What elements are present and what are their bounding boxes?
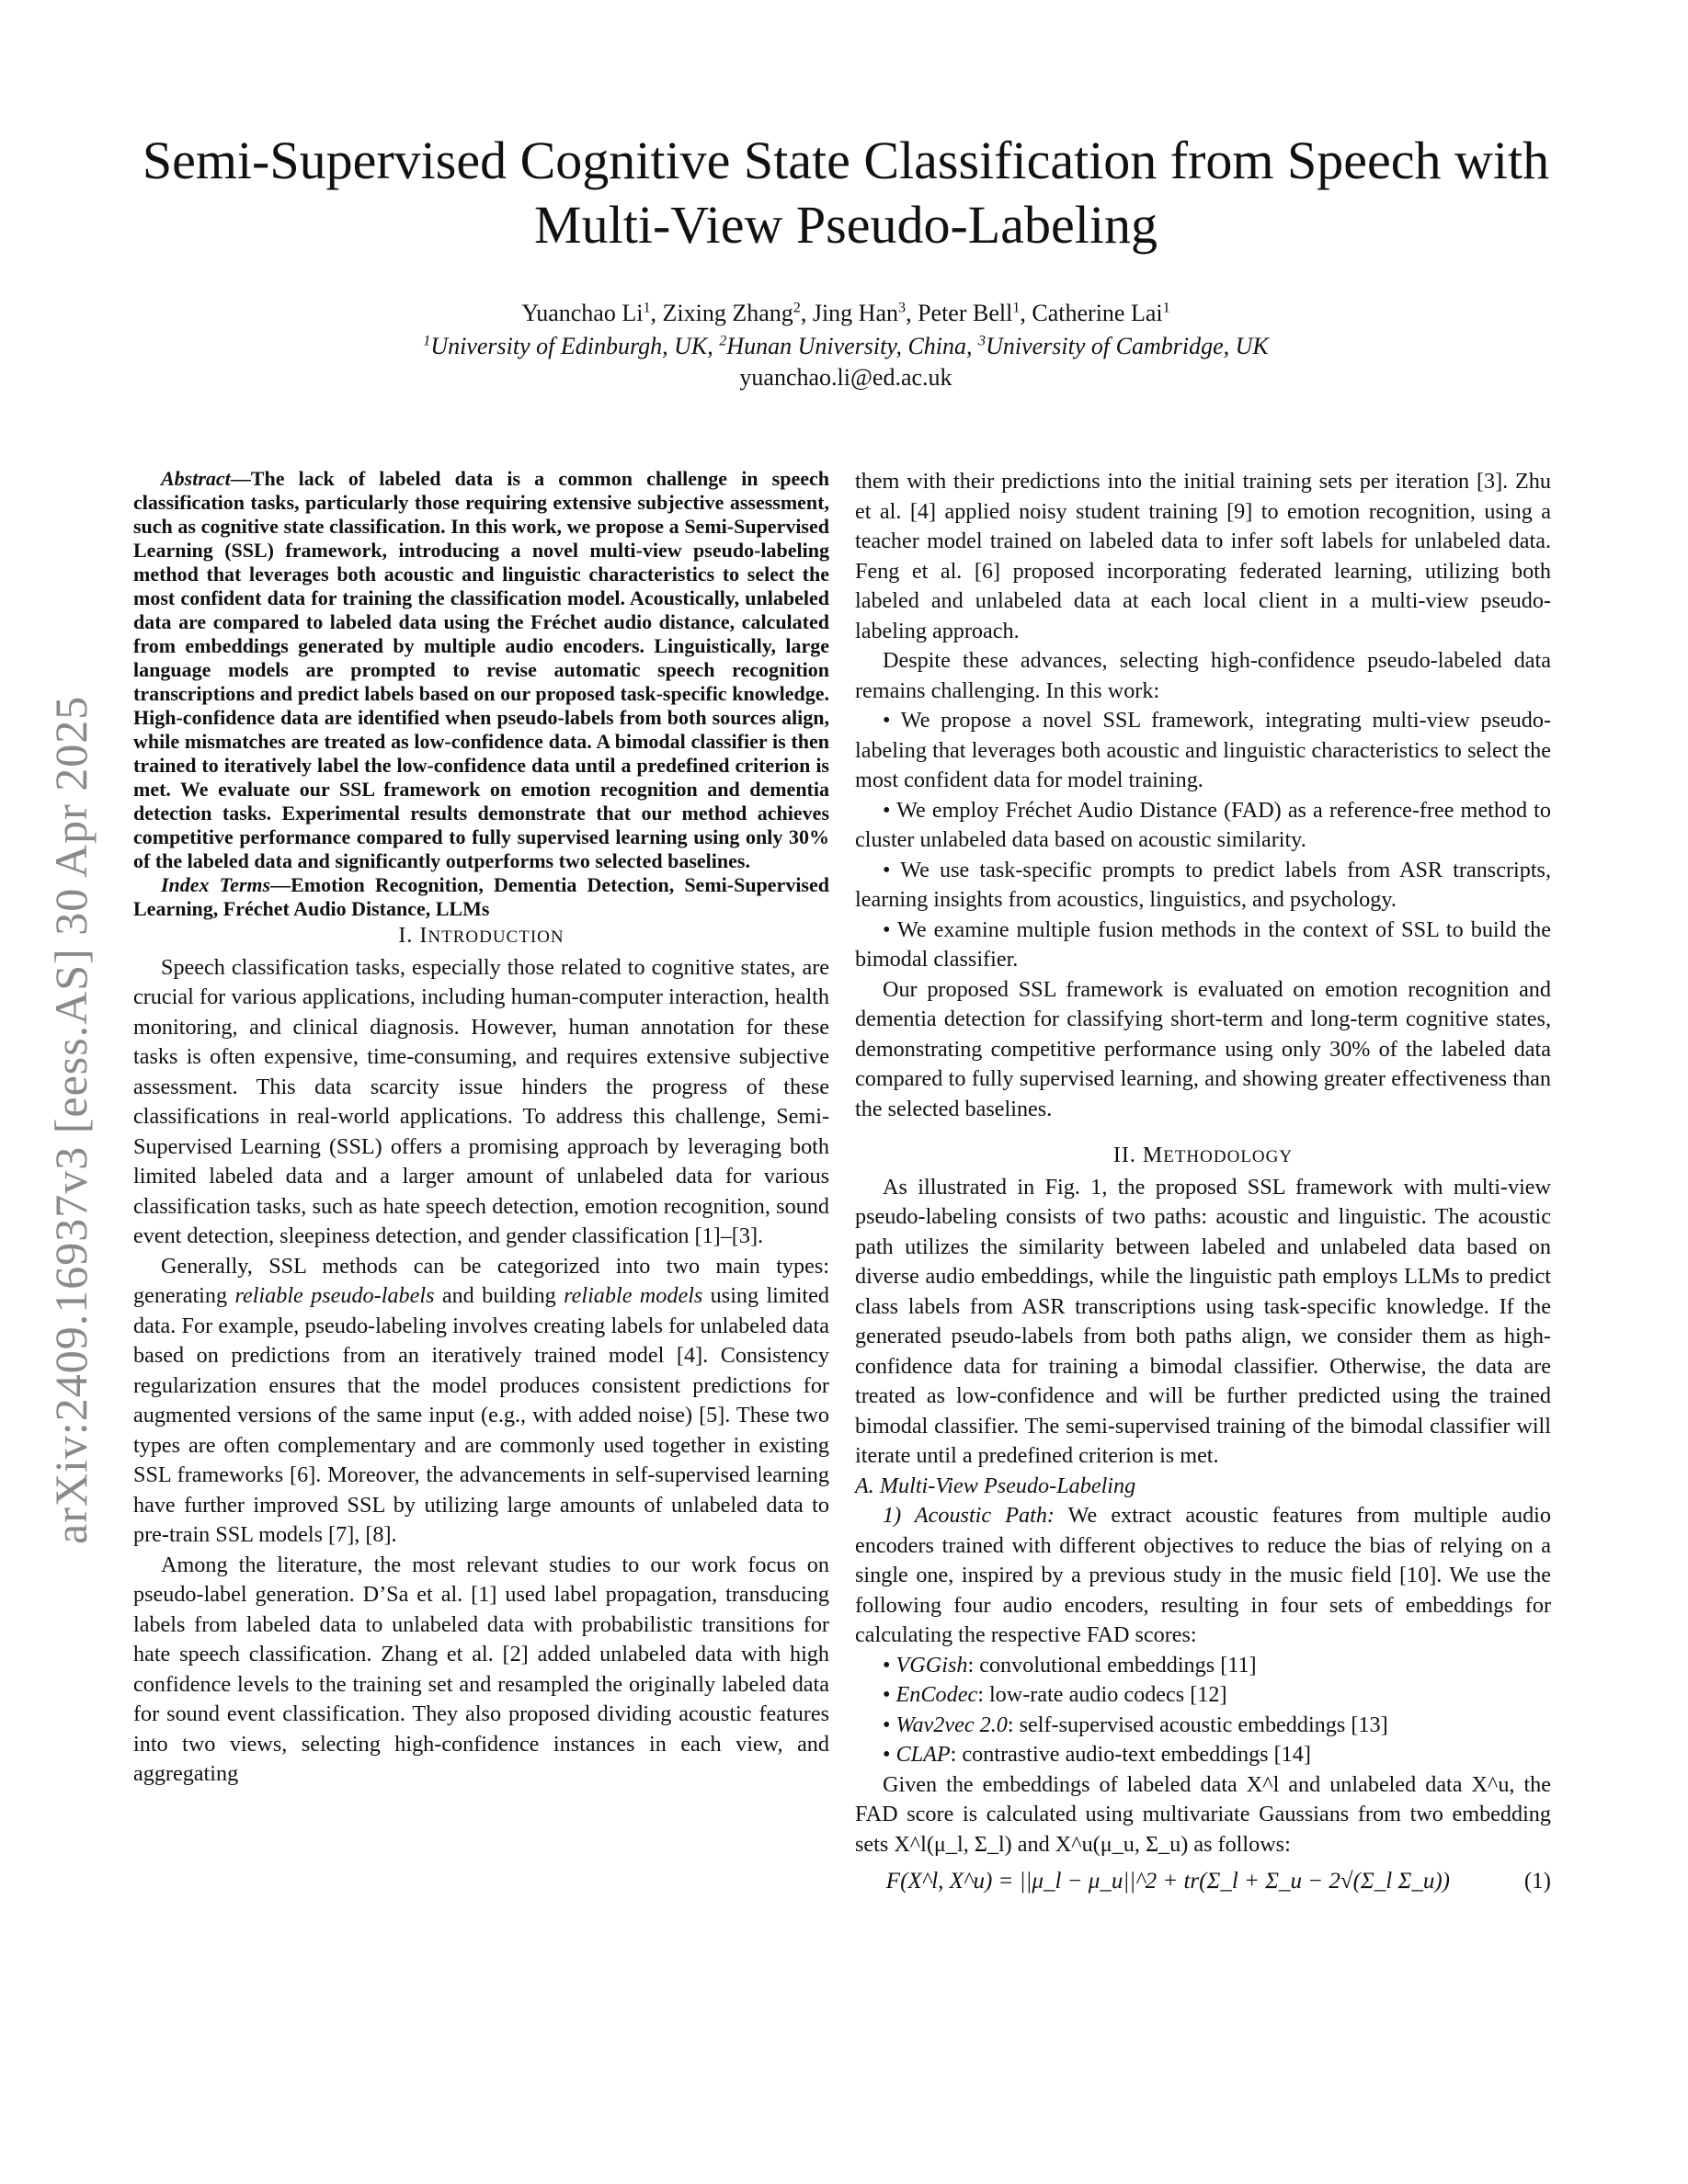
paragraph: Generally, SSL methods can be categorized into two main types: generating reliable pseudo-labels and building reliable models using limited data. For example, pseudo-labeling involves creating labels for unlabeled data based on predictions from an iteratively trained model [4]. Consistency regularization ensures that the model produces consistent predictions for augmented versions of the same input (e.g., with added noise) [5]. These two types are often complementary and are commonly used together in existing SSL frameworks [6]. Moreover, the advancements in self-supervised learning have further improved SSL by utilizing large amounts of unlabeled data to pre-train SSL models [7], [8]. (133, 1253, 829, 1547)
contribution-item: • We employ Fréchet Audio Distance (FAD) as a reference-free method to cluster unlabeled data based on acoustic similarity. (855, 797, 1551, 852)
equation-1 (855, 1867, 1551, 1897)
index-terms: Index Terms—Emotion Recognition, Dementia Detection, Semi-Supervised Learning, Fréchet Audio Distance, LLMs (133, 873, 829, 920)
left-column (133, 467, 829, 1790)
paragraph: As illustrated in Fig. 1, the proposed SSL framework with multi-view pseudo-labeling consists of two paths: acoustic and linguistic. The acoustic path utilizes the similarity between labeled and unlabeled data based on diverse audio embeddings, while the linguistic path employs LLMs to predict class labels from ASR transcriptions using task-specific knowledge. If the generated pseudo-labels from both paths align, we consider them as high-confidence data for training a bimodal classifier. Otherwise, the data are treated as low-confidence and will be further predicted using the trained bimodal classifier. The semi-supervised training of the bimodal classifier will iterate until a predefined criterion is met. (855, 1174, 1551, 1468)
fad-equation: F(X^l, X^u) = ||μ_l − μ_u||^2 + tr(Σ_l + Σ_u − 2√(Σ_l Σ_u)) (885, 1869, 1450, 1894)
paragraph: Given the embeddings of labeled data X^l and unlabeled data X^u, the FAD score is calculated using multivariate Gaussians from two embedding sets X^l(μ_l, Σ_l) and X^u(μ_u, Σ_u) as follows: (855, 1771, 1551, 1857)
subsection-heading: A. Multi-View Pseudo-Labeling (855, 1473, 1136, 1498)
paragraph: 1) Acoustic Path: We extract acoustic features from multiple audio encoders trained with different objectives to reduce the bias of relying on a single one, inspired by a previous study in the music field [10]. We use the following four audio encoders, resulting in four sets of embeddings for calculating the respective FAD scores: (855, 1503, 1551, 1647)
encoder-item: • Wav2vec 2.0: self-supervised acoustic embeddings [13] (883, 1712, 1388, 1737)
encoder-item: • EnCodec: low-rate audio codecs [12] (883, 1682, 1227, 1707)
author: Jing Han (812, 300, 898, 326)
author: Yuanchao Li (521, 300, 644, 326)
author: Peter Bell (918, 300, 1013, 326)
paragraph: Among the literature, the most relevant studies to our work focus on pseudo-label generation. D’Sa et al. [1] used label propagation, transducing labels from labeled data to unlabeled data with probabilistic transitions for hate speech classification. Zhang et al. [2] added unlabeled data with high confidence levels to the training set and resampled the originally labeled data for sound event classification. They also proposed dividing acoustic features into two views, selecting high-confidence instances in each view, and aggregating (133, 1552, 829, 1786)
section-heading-methodology: II. METHODOLOGY (1112, 1143, 1294, 1167)
contact-email: yuanchao.li@ed.ac.uk (739, 364, 952, 391)
paragraph: Despite these advances, selecting high-confidence pseudo-labeled data remains challenging. In this work: (855, 648, 1551, 703)
paragraph: Speech classification tasks, especially those related to cognitive states, are crucial for various applications, including human-computer interaction, health monitoring, and clinical diagnosis. However, human annotation for these tasks is often expensive, time-consuming, and requires extensive subjective assessment. This data scarcity issue hinders the progress of these classifications in real-world applications. To address this challenge, Semi-Supervised Learning (SSL) offers a promising approach by leveraging both limited labeled data and a larger amount of unlabeled data for various classification tasks, such as hate speech detection, emotion recognition, sound event detection, sleepiness detection, and gender classification [1]–[3]. (133, 954, 829, 1248)
encoder-item: • CLAP: contrastive audio-text embeddings [14] (883, 1742, 1311, 1767)
paragraph: them with their predictions into the initial training sets per iteration [3]. Zhu et al. [4] applied noisy student training [9] to emotion recognition, using a teacher model trained on labeled data to infer soft labels for unlabeled data. Feng et al. [6] proposed incorporating federated learning, utilizing both labeled and unlabeled data at each local client in a multi-view pseudo-labeling approach. (855, 469, 1551, 643)
section-heading-introduction: I. INTRODUCTION (398, 924, 565, 948)
author: Zixing Zhang (662, 300, 793, 326)
author-list: Yuanchao Li$^1$, Zixing Zhang$^2$, Jing Han$^3$, Peter Bell$^1$, Catherine Lai$^1$ (521, 300, 1170, 326)
contribution-item: • We examine multiple fusion methods in the context of SSL to build the bimodal classifier. (855, 916, 1551, 972)
paragraph: Our proposed SSL framework is evaluated on emotion recognition and dementia detection for classifying short-term and long-term cognitive states, demonstrating competitive performance using only 30% of the labeled data compared to fully supervised learning, and showing greater effectiveness than the selected baselines. (855, 976, 1551, 1121)
paper-title: Semi-Supervised Cognitive State Classification from Speech with Multi-View Pseudo-Labeling (142, 131, 1550, 255)
contribution-item: • We propose a novel SSL framework, integrating multi-view pseudo-labeling that leverages both acoustic and linguistic characteristics to select the most confident data for model training. (855, 708, 1552, 792)
affiliations: $^1$University of Edinburgh, UK, $^2$Hunan University, China, $^3$University of Cambridge, UK (423, 333, 1269, 359)
encoder-item: • VGGish: convolutional embeddings [11] (883, 1652, 1257, 1678)
author: Catherine Lai (1032, 300, 1163, 326)
abstract: Abstract—The lack of labeled data is a common challenge in speech classification tasks, particularly those requiring extensive subjective assessment, such as cognitive state classification. In this work, we propose a Semi-Supervised Learning (SSL) framework, introducing a novel multi-view pseudo-labeling method that leverages both acoustic and linguistic characteristics to select the most confident data for training the classification model. Acoustically, unlabeled data are compared to labeled data using the Fréchet audio distance, calculated from embeddings generated by multiple audio encoders. Linguistically, large language models are prompted to revise automatic speech recognition transcriptions and predict labels based on our proposed task-specific knowledge. High-confidence data are identified when pseudo-labels from both sources align, while mismatches are treated as low-confidence data. A bimodal classifier is then trained to iteratively label the low-confidence data until a predefined criterion is met. We evaluate our SSL framework on emotion recognition and dementia detection tasks. Experimental results demonstrate that our method achieves competitive performance compared to fully supervised learning using only 30% of the labeled data and significantly outperforms two selected baselines. (133, 467, 829, 872)
contribution-item: • We use task-specific prompts to predict labels from ASR transcripts, learning insights from acoustics, linguistics, and psychology. (855, 857, 1552, 912)
right-column (855, 467, 1551, 1897)
equation-number: (1) (1523, 1869, 1551, 1894)
arxiv-watermark: arXiv:2409.16937v3 [eess.AS] 30 Apr 2025 (45, 695, 97, 1544)
